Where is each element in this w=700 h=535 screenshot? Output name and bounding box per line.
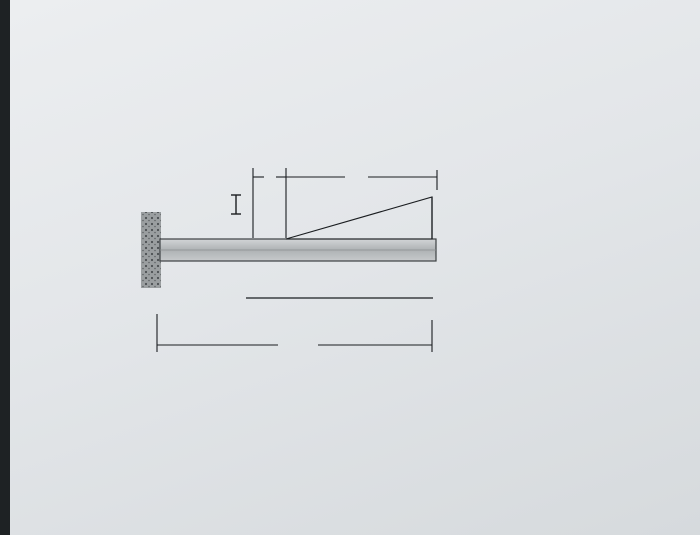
triangular-load-outline xyxy=(286,197,432,239)
fixed-wall-support xyxy=(141,212,161,288)
section-symbol xyxy=(231,195,241,214)
length-dimension xyxy=(157,314,432,352)
